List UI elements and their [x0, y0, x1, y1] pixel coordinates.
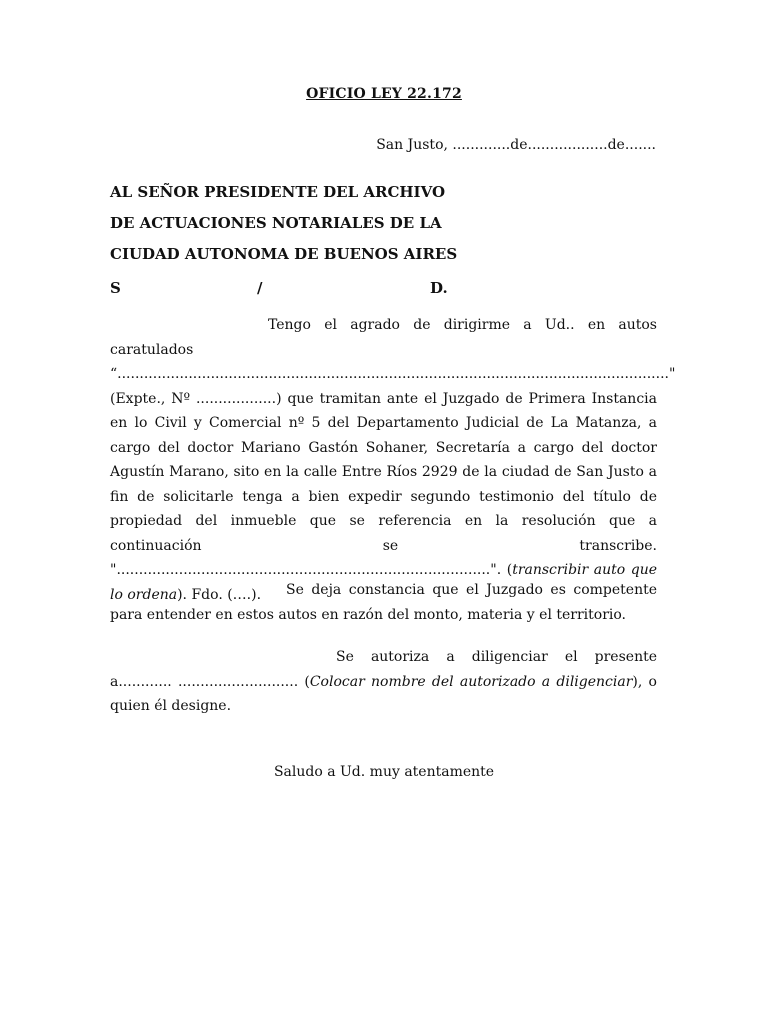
- paragraph-authorization-italic: Colocar nombre del autorizado a diligenciar: [309, 673, 633, 690]
- paragraph-authorization-text: Se autoriza a diligenciar el presente a............ ........................... (: [110, 649, 657, 690]
- sd-slash: /: [257, 279, 263, 297]
- closing-salutation: Saludo a Ud. muy atentamente: [273, 764, 495, 780]
- addressee-line-1: AL SEÑOR PRESIDENTE DEL ARCHIVO: [110, 183, 446, 201]
- paragraph-request-italic: transcribir auto que lo ordena: [110, 562, 657, 603]
- date-line: San Justo, .............de..................de.......: [376, 137, 656, 153]
- sd-s: S: [110, 279, 121, 297]
- paragraph-request-tail: ). Fdo. (….).: [177, 586, 262, 603]
- paragraph-authorization-tail: ), o quien él designe.: [110, 673, 657, 714]
- sd-d: D.: [430, 279, 448, 297]
- paragraph-competence-text: Se deja constancia que el Juzgado es competente para entender en estos autos en razón del monto, materia y el territorio.: [110, 582, 657, 623]
- paragraph-competence: [110, 578, 657, 627]
- document-title: OFICIO LEY 22.172: [306, 86, 462, 102]
- paragraph-authorization: [110, 645, 657, 719]
- paragraph-request: Tengo el agrado de dirigirme a Ud.. en autos caratulados “............................................................................................................................" (Expte., Nº ..................) que tramitan ante el Juzgado de Primera Instancia en lo Civil y Comercial nº 5 del Departamento Judicial de La Matanza, a cargo del doctor Mariano Gastón Sohaner, Secretaría a cargo del doctor Agustín Marano, sito en la calle Entre Ríos 2929 de la ciudad de San Justo a fin de solicitarle tenga a bien expedir segundo testimonio del título de propiedad del inmueble que se referencia en la resolución que a continuación se transcribe. "....................................................................................". (transcribir auto que lo ordena). Fdo. (….).: [110, 317, 676, 603]
- addressee-line-2: DE ACTUACIONES NOTARIALES DE LA: [110, 214, 442, 232]
- addressee-line-3: CIUDAD AUTONOMA DE BUENOS AIRES: [110, 245, 458, 263]
- paragraph-request-text: Tengo el agrado de dirigirme a Ud.. en autos caratulados “............................................................................................................................" (Expte., Nº ..................) que tramitan ante el Juzgado de Primera Instancia en lo Civil y Comercial nº 5 del Departamento Judicial de La Matanza, a cargo del doctor Mariano Gastón Sohaner, Secretaría a cargo del doctor Agustín Marano, sito en la calle Entre Ríos 2929 de la ciudad de San Justo a fin de solicitarle tenga a bien expedir segundo testimonio del título de propiedad del inmueble que se referencia en la resolución que a continuación se transcribe. "....................................................................................".: [110, 317, 676, 578]
